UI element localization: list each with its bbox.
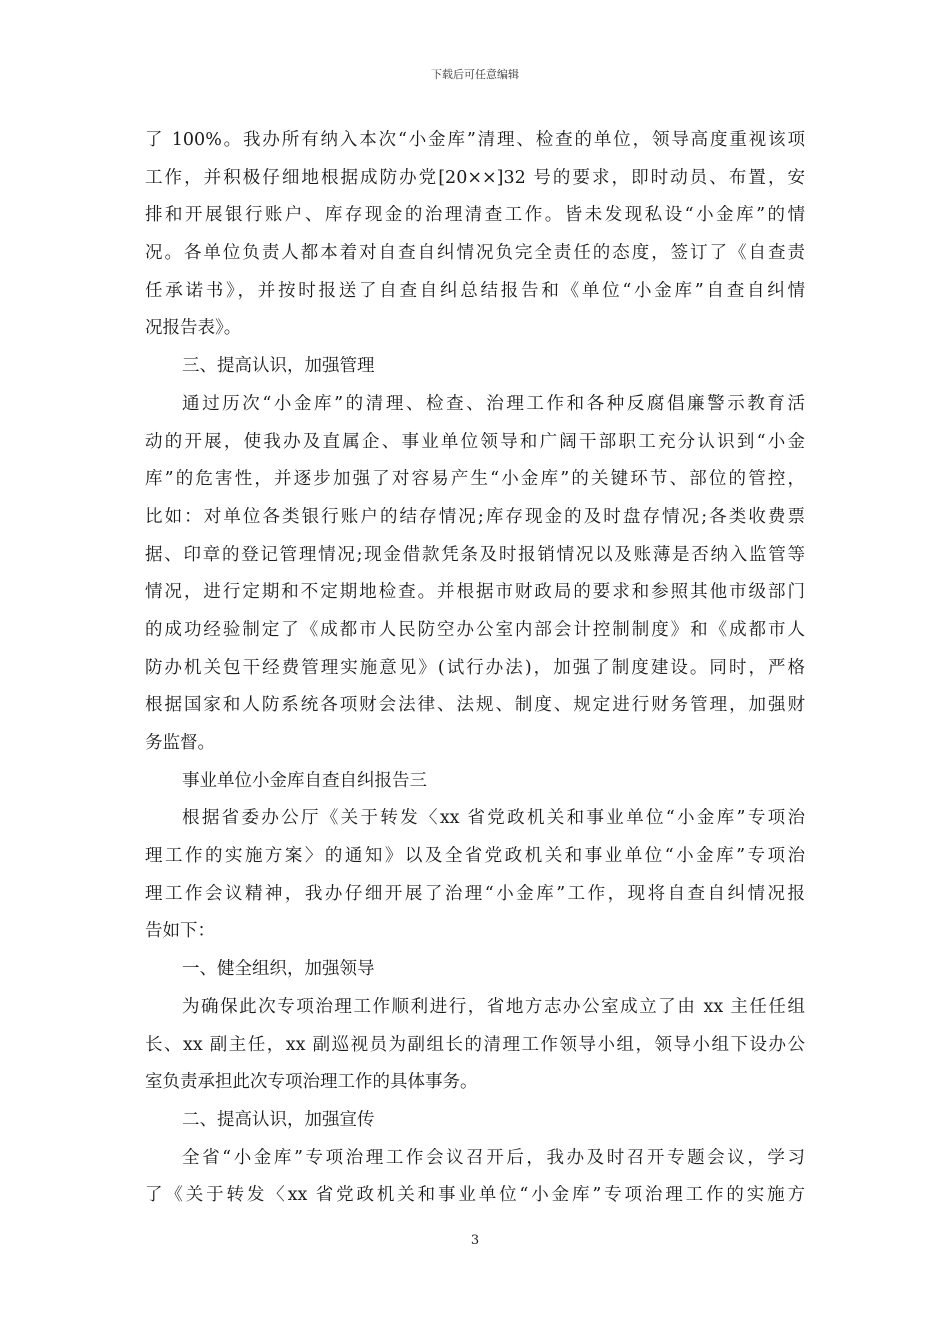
- text-line: 的成功经验制定了《成都市人民防空办公室内部会计控制制度》和《成都市人: [145, 619, 805, 640]
- text-line: 理工作的实施方案〉的通知》以及全省党政机关和事业单位“小金库”专项治: [145, 846, 805, 867]
- text-line: 理工作会议精神，我办仔细开展了治理“小金库”工作，现将自查自纠情况报: [145, 883, 805, 904]
- section-title: 事业单位小金库自查自纠报告三: [182, 770, 427, 791]
- text-line: 动的开展，使我办及直属企、事业单位领导和广阔干部职工充分认识到“小金: [145, 431, 805, 452]
- text-line: 况报告表》。: [145, 318, 242, 339]
- text-line: 务监督。: [145, 733, 215, 753]
- text-line: 任承诺书》，并按时报送了自查自纠总结报告和《单位“小金库”自查自纠情: [145, 280, 805, 301]
- text-line: 通过历次“小金库”的清理、检查、治理工作和各种反腐倡廉警示教育活: [182, 393, 805, 414]
- text-line: 比如：对单位各类银行账户的结存情况;库存现金的及时盘存情况;各类收费票: [145, 506, 805, 527]
- text-line: 况。各单位负责人都本着对自查自纠情况负完全责任的态度，签订了《自查责: [145, 243, 805, 264]
- page-number: 3: [470, 1233, 480, 1248]
- section-heading: 三、提高认识，加强管理: [182, 356, 375, 377]
- text-line: 根据省委办公厅《关于转发〈xx 省党政机关和事业单位“小金库”专项治: [182, 808, 805, 829]
- text-line: 了《关于转发〈xx 省党政机关和事业单位“小金库”专项治理工作的实施方: [145, 1185, 805, 1206]
- text-line: 据、印章的登记管理情况;现金借款凭条及时报销情况以及账薄是否纳入监管等: [145, 544, 805, 565]
- page-header: 下载后可任意编辑: [431, 68, 519, 81]
- text-line: 室负责承担此次专项治理工作的具体事务。: [145, 1072, 478, 1093]
- text-line: 情况，进行定期和不定期地检查。并根据市财政局的要求和参照其他市级部门: [145, 582, 805, 603]
- text-line: 库”的危害性，并逐步加强了对容易产生“小金库”的关键环节、部位的管控，: [145, 469, 805, 490]
- text-line: 了 100%。我办所有纳入本次“小金库”清理、检查的单位，领导高度重视该项: [145, 130, 805, 150]
- text-line: 防办机关包干经费管理实施意见》(试行办法)，加强了制度建设。同时，严格: [145, 657, 805, 678]
- text-line: 告如下：: [145, 921, 215, 942]
- document-body: [145, 122, 805, 1215]
- section-heading: 一、健全组织，加强领导: [182, 959, 375, 980]
- text-line: 长、xx 副主任，xx 副巡视员为副组长的清理工作领导小组，领导小组下设办公: [145, 1034, 805, 1055]
- text-line: 为确保此次专项治理工作顺利进行，省地方志办公室成立了由 xx 主任任组: [182, 996, 805, 1017]
- text-line: 全省“小金库”专项治理工作会议召开后，我办及时召开专题会议，学习: [182, 1147, 805, 1168]
- text-line: 工作，并积极仔细地根据成防办党[20××]32 号的要求，即时动员、布置，安: [145, 167, 805, 188]
- text-line: 根据国家和人防系统各项财会法律、法规、制度、规定进行财务管理，加强财: [145, 695, 805, 716]
- text-line: 排和开展银行账户、库存现金的治理清查工作。皆未发现私设“小金库”的情: [145, 205, 805, 226]
- section-heading: 二、提高认识，加强宣传: [182, 1109, 375, 1130]
